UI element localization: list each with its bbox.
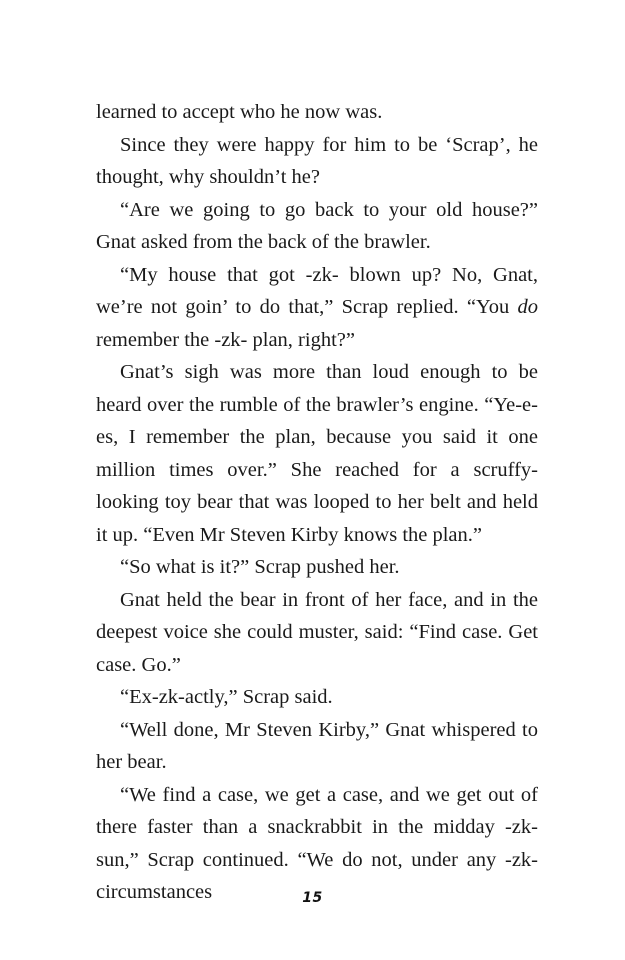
paragraph-text: “My house that got -zk- blown up? No, Gnat, we’re not goin’ to do that,” Scrap replied. “You	[96, 263, 538, 318]
paragraph	[96, 259, 538, 357]
paragraph: “Well done, Mr Steven Kirby,” Gnat whispered to her bear.	[96, 718, 538, 773]
paragraph: “Are we going to go back to your old house?” Gnat asked from the back of the brawler.	[96, 198, 538, 253]
paragraph: Since they were happy for him to be ‘Scrap’, he thought, why shouldn’t he?	[96, 133, 538, 188]
page-body-text	[96, 96, 538, 909]
page-number: 15	[302, 890, 323, 906]
paragraph: “So what is it?” Scrap pushed her.	[120, 556, 400, 578]
paragraph: “Ex-zk-actly,” Scrap said.	[120, 686, 333, 708]
emphasized-word: do	[517, 296, 538, 318]
paragraph: learned to accept who he now was.	[96, 101, 383, 123]
paragraph: “We find a case, we get a case, and we get out of there faster than a snackrabbit in the midday -zk- sun,” Scrap continued. “We do not, under any -zk- circumstances	[96, 783, 538, 903]
paragraph-text: remember the -zk- plan, right?”	[96, 328, 355, 351]
paragraph: Gnat’s sigh was more than loud enough to be heard over the rumble of the brawler’s engine. “Ye-e-es, I remember the plan, because you said it one million times over.” She reached for a scruffy-looking toy bear that was looped to her belt and held it up. “Even Mr Steven Kirby knows the plan.”	[96, 361, 538, 546]
paragraph: Gnat held the bear in front of her face, and in the deepest voice she could muster, said: “Find case. Get case. Go.”	[96, 588, 538, 676]
